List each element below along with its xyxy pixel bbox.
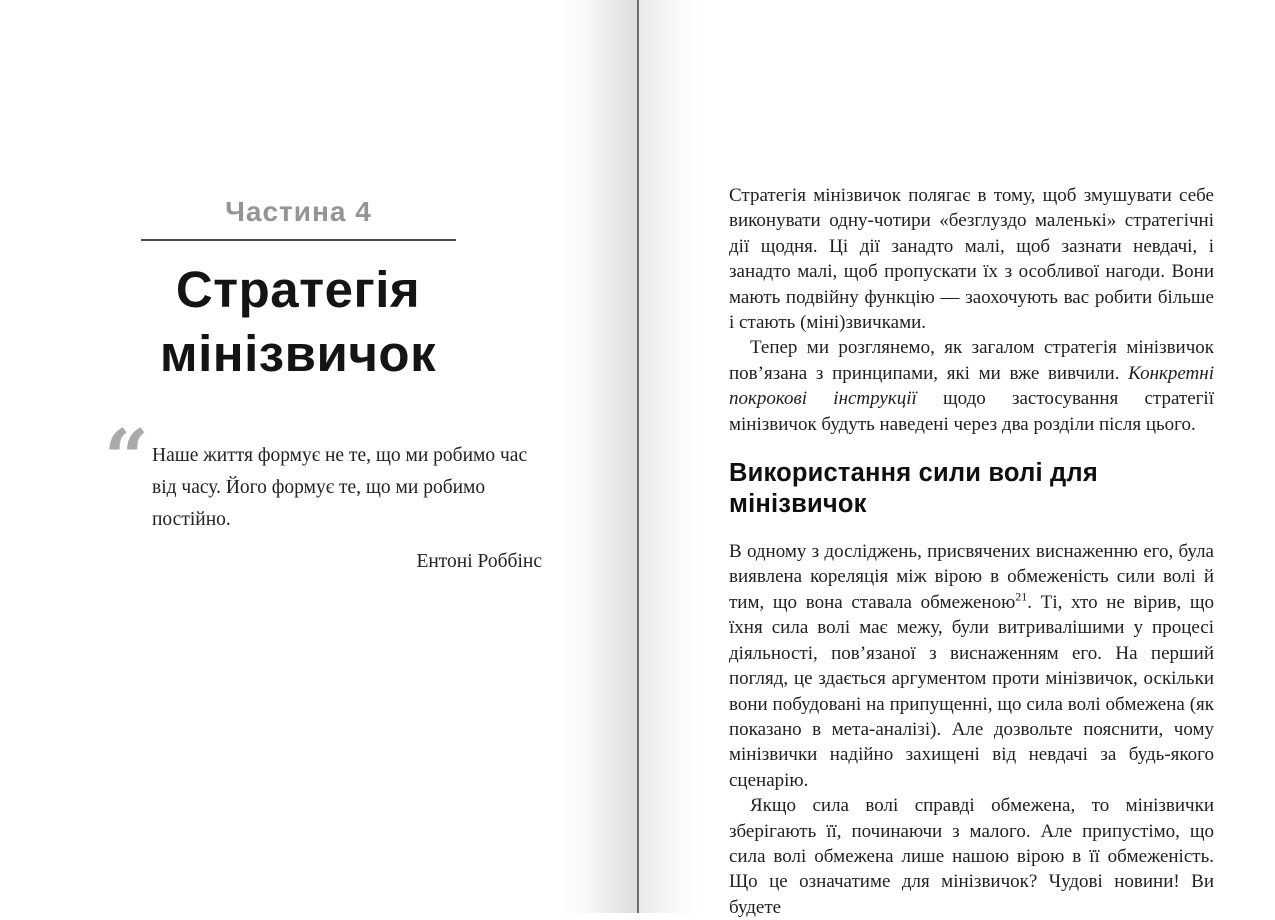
- part-header: [141, 196, 456, 241]
- part-divider-rule: [141, 239, 456, 241]
- body-paragraph-4: Якщо сила волі справді обмежена, то мінізвички зберігають її, починаючи з малого. Але припустімо, що сила волі обмежена лише нашою вірою в її обмеженість. Що це означатиме для мінізвичок? Чудові новини! Ви будете: [729, 795, 1214, 918]
- epigraph-text: Наше життя формує не те, що ми робимо час від часу. Його формує те, що ми робимо постійно.: [152, 445, 528, 530]
- chapter-title-line2: мінізвичок: [159, 325, 437, 382]
- epigraph: [104, 413, 542, 573]
- chapter-title: [108, 258, 488, 386]
- quote-icon: “: [104, 413, 149, 504]
- part-label: Частина 4: [225, 196, 372, 227]
- paragraph-2-text-b: щодо застосування стратегії мінізвичок будуть наведені через два розділи після цього.: [729, 388, 1214, 435]
- paragraph-2-text-a: Тепер ми розглянемо, як загалом стратегія мінізвичок пов’язана з принципами, які ми вже вивчили.: [729, 337, 1214, 384]
- chapter-title-line1: Стратегія: [175, 261, 421, 318]
- paragraph-2-italic: Конкретні покрокові інструкції: [729, 362, 1214, 410]
- paragraph-3-text-a: В одному з досліджень, присвячених виснаженню его, була виявлена кореляція між вірою в обмеженість сили волі й тим, що вона ставала обмеженою: [729, 541, 1214, 613]
- section-heading: Використання сили волі для мінізвичок: [729, 459, 1098, 519]
- epigraph-attribution: Ентоні Роббінс: [416, 551, 542, 572]
- spine-shadow-left: [556, 0, 637, 913]
- paragraph-3-text-b: . Ті, хто не вірив, що їхня сила волі має межу, були витривалішими у процесі діяльності, пов’язаної з виснаженням его. На перший погляд, це здається аргументом проти мінізвичок, оскільки вони побудовані на припущенні, що сила волі обмежена (як показано в мета-аналізі). Але дозвольте пояснити, чому мінізвички надійно захищені від невдачі за будь-якого сценарію.: [729, 591, 1214, 791]
- spine-shadow-right: [639, 0, 702, 913]
- body-paragraph-2: [729, 335, 1214, 437]
- footnote-reference: 21: [1015, 589, 1028, 604]
- body-paragraph-1: Стратегія мінізвичок полягає в тому, щоб змушувати себе виконувати одну-чотири «безглуздо маленькі» стратегічні дії щодня. Ці дії занадто малі, щоб зазнати невдачі, і занадто малі, щоб пропускати їх з особливої нагоди. Вони мають подвійну функцію — заохочують вас робити більше і стають (міні)звичками.: [729, 185, 1214, 334]
- body-paragraph-3: [729, 539, 1214, 793]
- right-page: [729, 183, 1214, 920]
